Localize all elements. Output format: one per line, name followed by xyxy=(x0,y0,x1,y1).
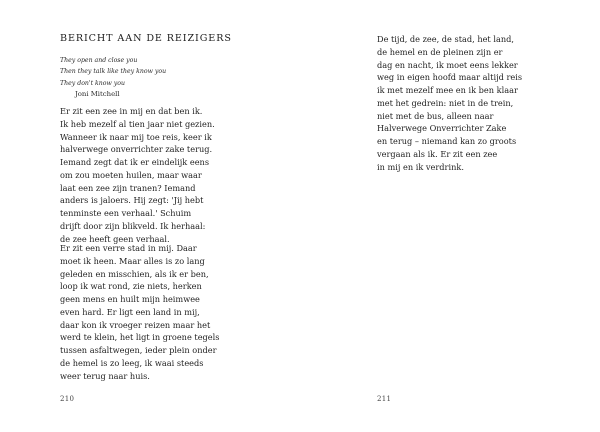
epigraph-line: Then they talk like they know you xyxy=(60,68,167,76)
poem-line: tenminste een verhaal.' Schuim xyxy=(60,208,192,218)
poem-line: en terug – niemand kan zo groots xyxy=(377,136,517,146)
poem-line: tussen asfaltwegen, ieder plein onder xyxy=(60,345,217,355)
poem-line: de hemel is zo leeg, ik waai steeds xyxy=(60,357,204,368)
epigraph-line: They open and close you xyxy=(60,57,138,64)
poem-title: BERICHT AAN DE REIZIGERS xyxy=(60,33,232,44)
poem-line: de zee heeft geen verhaal. xyxy=(60,233,170,244)
poem-line: weer terug naar huis. xyxy=(60,370,150,381)
poem-line: Er zit een verre stad in mij. Daar xyxy=(60,243,197,253)
poem-line: Halverwege Onverrichter Zake xyxy=(377,123,507,134)
poem-line: de hemel en de pleinen zijn er xyxy=(377,46,503,57)
poem-line: vergaan als ik. Er zit een zee xyxy=(377,148,498,159)
poem-line: werd te klein, het ligt in groene tegels xyxy=(60,332,220,343)
epigraph xyxy=(60,55,166,100)
epigraph-line: They don't know you xyxy=(60,79,125,87)
poem-line: om zou moeten huilen, maar waar xyxy=(60,169,202,180)
poem-line: even hard. Er ligt een land in mij, xyxy=(60,306,200,317)
page-number-left: 210 xyxy=(60,395,75,403)
poem-line: De tijd, de zee, de stad, het land, xyxy=(377,34,514,44)
poem-line: drijft door zijn blikveld. Ik herhaal: xyxy=(60,220,206,231)
poem-line: geleden en misschien, als ik er ben, xyxy=(60,268,209,279)
poem-line: met het gedrein: niet in de trein, xyxy=(377,97,514,108)
poem-line: niet met de bus, alleen naar xyxy=(377,110,494,121)
stanza-2 xyxy=(60,242,219,382)
poem-line: loop ik wat rond, zie niets, herken xyxy=(60,281,202,292)
poem-line: dag en nacht, ik moet eens lekker xyxy=(377,59,518,70)
poem-line: Ik heb mezelf al tien jaar niet gezien. xyxy=(60,118,215,129)
page-number-right: 211 xyxy=(377,395,392,403)
poem-line: anders is jaloers. Hij zegt: 'Jij hebt xyxy=(60,195,204,206)
poem-line: weg in eigen hoofd maar altijd reis xyxy=(377,72,523,83)
stanza-3 xyxy=(377,33,522,173)
poem-line: ik met mezelf mee en ik ben klaar xyxy=(377,85,518,95)
poem-line: geen mens en huilt mijn heimwee xyxy=(60,294,200,304)
poem-line: halverwege onverrichter zake terug. xyxy=(60,144,213,155)
poem-line: in mij en ik verdrink. xyxy=(377,161,464,172)
poem-line: laat een zee zijn tranen? Iemand xyxy=(60,182,196,193)
epigraph-author: Joni Mitchell xyxy=(75,89,120,98)
poem-line: Wanneer ik naar mij toe reis, keer ik xyxy=(60,131,212,142)
poem-line: Er zit een zee in mij en dat ben ik. xyxy=(60,106,203,116)
poem-line: moet ik heen. Maar alles is zo lang xyxy=(60,255,205,266)
stanza-1 xyxy=(60,105,215,245)
poem-line: daar kon ik vroeger reizen maar het xyxy=(60,319,211,330)
poem-line: Iemand zegt dat ik er eindelijk eens xyxy=(60,157,210,167)
